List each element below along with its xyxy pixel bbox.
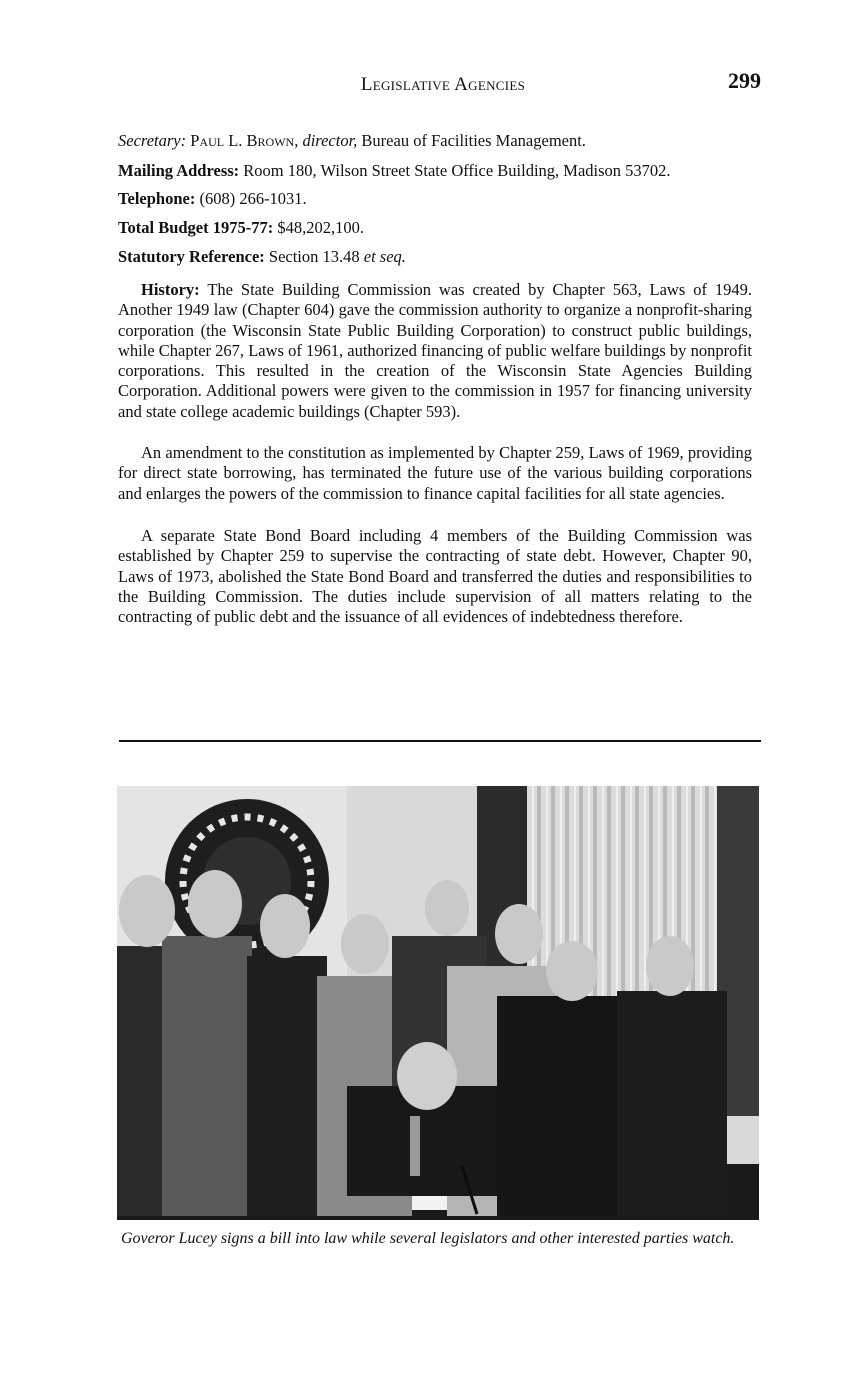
statutory-reference-suffix: et seq. <box>363 247 406 266</box>
history-label: History: <box>141 280 200 299</box>
bill-signing-photo-illustration <box>117 786 759 1220</box>
bill-signing-photo <box>117 786 759 1220</box>
secretary-name: Paul L. Brown <box>190 131 295 150</box>
total-budget-value: $48,202,100. <box>277 218 364 237</box>
photo-caption: Goveror Lucey signs a bill into law while several legislators and other interested parties watch. <box>121 1230 735 1247</box>
history-paragraph <box>118 280 752 422</box>
telephone-label: Telephone: <box>118 189 196 208</box>
statutory-reference-label: Statutory Reference: <box>118 247 265 266</box>
mailing-address-field <box>118 161 758 181</box>
page-header-title: Legislative Agencies <box>360 74 526 95</box>
section-divider <box>119 740 761 742</box>
statutory-reference-value: Section 13.48 <box>268 247 360 266</box>
amendment-paragraph: An amendment to the constitution as implemented by Chapter 259, Laws of 1969, providing for direct state borrowing, has terminated the future use of the various building corporations and enlarges the powers of the commission to finance capital facilities for all state agencies. <box>118 443 752 503</box>
secretary-role: director, <box>302 131 358 150</box>
mailing-address-label: Mailing Address: <box>118 161 240 180</box>
mailing-address-value: Room 180, Wilson Street State Office Building, Madison 53702. <box>243 161 671 180</box>
secretary-field: Secretary: Paul L. Brown, director, Bureau of Facilities Management. <box>118 131 586 150</box>
statutory-reference-field <box>118 247 758 267</box>
secretary-org: Bureau of Facilities Management. <box>361 131 586 150</box>
secretary-label: Secretary: <box>118 131 187 150</box>
total-budget-label: Total Budget 1975-77: <box>118 218 274 237</box>
telephone-value: (608) 266-1031. <box>199 189 307 208</box>
history-text: The State Building Commission was created by Chapter 563, Laws of 1949. Another 1949 law (Chapter 604) gave the commission authority to organize a nonprofit-sharing corporation (the Wisconsin State Public Building Corporation) to construct public buildings, while Chapter 267, Laws of 1961, authorized financing of public welfare buildings by nonprofit corporations. This resulted in the creation of the Wisconsin State Agencies Building Corporation. Additional powers were given to the commission in 1957 for financing university and state college academic buildings (Chapter 593). <box>118 280 753 421</box>
total-budget-field <box>118 218 758 238</box>
telephone-field <box>118 189 758 209</box>
bond-board-paragraph: A separate State Bond Board including 4 members of the Building Commission was established by Chapter 259 to supervise the contracting of state debt. However, Chapter 90, Laws of 1973, abolished the State Bond Board and transferred the duties and responsibilities to the Building Commission. The duties include supervision of all matters relating to the contracting of public debt and the issuance of all evidences of indebtedness therefore. <box>118 526 752 627</box>
page-number: 299 <box>728 68 761 93</box>
